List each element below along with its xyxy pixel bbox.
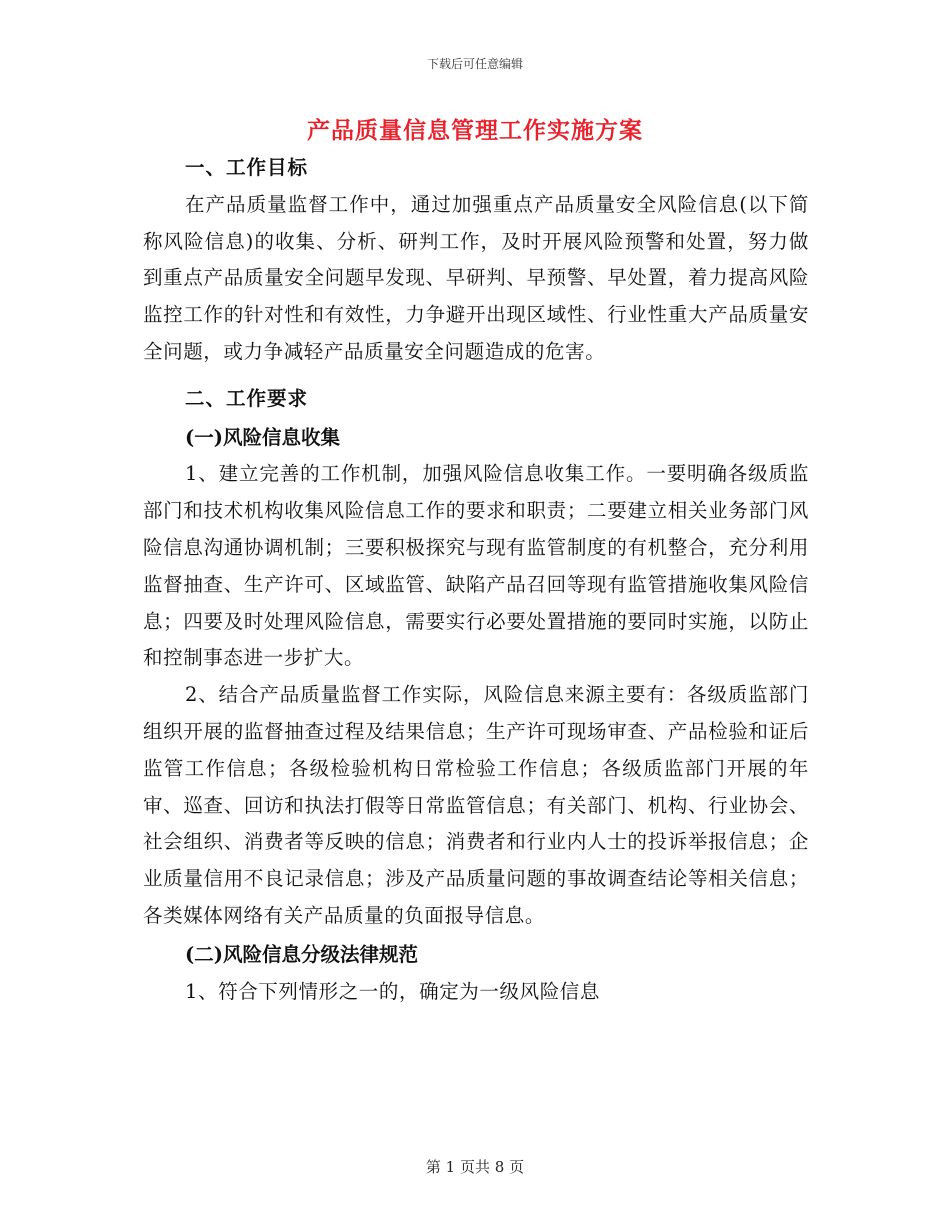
paragraph-mechanism: 1、建立完善的工作机制，加强风险信息收集工作。一要明确各级质监部门和技术机构收集风险信息工作的要求和职责；二要建立相关业务部门风险信息沟通协调机制；三要积极探究与现有监管制度的有机整合，充分利用监督抽查、生产许可、区域监管、缺陷产品召回等现有监管措施收集风险信息；四要及时处理风险信息，需要实行必要处置措施的要同时实施，以防止和控制事态进一步扩大。 — [143, 462, 809, 670]
subheading-risk-collection: (一)风险信息收集 — [185, 425, 340, 449]
subheading-risk-grading: (二)风险信息分级法律规范 — [185, 942, 418, 966]
paragraph-sources: 2、结合产品质量监督工作实际，风险信息来源主要有：各级质监部门组织开展的监督抽查过程及结果信息；生产许可现场审查、产品检验和证后监管工作信息；各级检验机构日常检验工作信息；各级质监部门开展的年审、巡查、回访和执法打假等日常监管信息；有关部门、机构、行业协会、社会组织、消费者等反映的信息；消费者和行业内人士的投诉举报信息；企业质量信用不良记录信息；涉及产品质量问题的事故调查结论等相关信息；各类媒体网络有关产品质量的负面报导信息。 — [143, 683, 809, 927]
section-heading-goals: 一、工作目标 — [185, 156, 309, 179]
section-heading-requirements: 二、工作要求 — [185, 386, 309, 410]
document-title: 产品质量信息管理工作实施方案 — [307, 117, 643, 144]
paragraph-goals: 在产品质量监督工作中，通过加强重点产品质量安全风险信息(以下简称风险信息)的收集、分析、研判工作，及时开展风险预警和处置，努力做到重点产品质量安全问题早发现、早研判、早预警、早处置，着力提高风险监控工作的针对性和有效性，力争避开出现区域性、行业性重大产品质量安全问题，或力争减轻产品质量安全问题造成的危害。 — [143, 192, 809, 363]
document-body — [143, 150, 809, 1010]
page-number: 第 1 页共 8 页 — [425, 1158, 525, 1176]
header-note: 下载后可任意编辑 — [426, 57, 523, 71]
paragraph-level-one: 1、符合下列情形之一的，确定为一级风险信息 — [185, 979, 601, 1003]
